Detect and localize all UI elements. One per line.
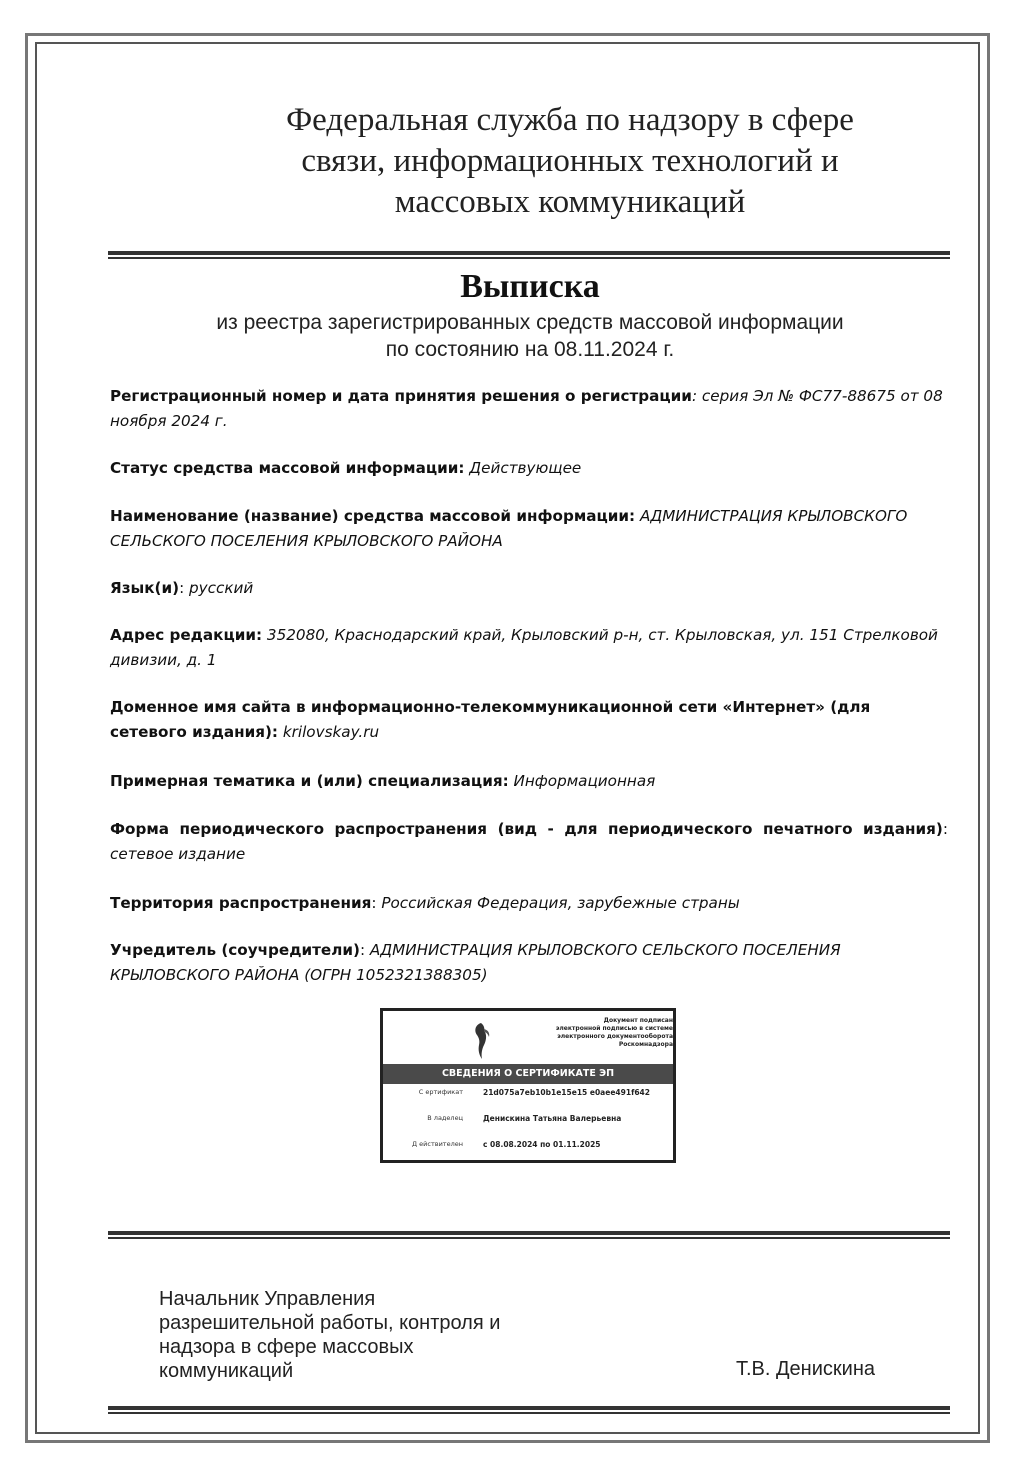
status-label: Статус средства массовой информации: — [110, 459, 465, 477]
signatory-position — [159, 1287, 589, 1383]
language-field — [110, 576, 948, 601]
media-name-field — [110, 504, 948, 554]
domain-field — [110, 695, 948, 745]
validity-row — [383, 1139, 673, 1163]
language-separator: : — [179, 579, 190, 597]
registration-field — [110, 384, 948, 434]
signed-line-2: электронной подписью в системе — [555, 1025, 673, 1032]
authority-line-3: массовых коммуникаций — [394, 184, 746, 220]
registration-label: Регистрационный номер и дата принятия решения о регистрации — [110, 387, 692, 405]
validity-key: Д ействителен — [412, 1140, 463, 1148]
document-title: Выписка — [460, 268, 600, 305]
topic-label: Примерная тематика и (или) специализация: — [110, 772, 509, 790]
e-signature-stamp — [380, 1008, 676, 1163]
position-line-1: Начальник Управления — [159, 1288, 376, 1310]
topic-field — [110, 769, 948, 794]
language-value: русский — [189, 579, 254, 597]
footer-divider — [108, 1406, 950, 1414]
signed-line-1: Документ подписан — [603, 1017, 673, 1024]
position-line-3: надзора в сфере массовых — [159, 1336, 414, 1358]
signed-line-4: Роскомнадзора — [618, 1041, 673, 1048]
status-value: Действующее — [464, 459, 582, 477]
certificate-header: СВЕДЕНИЯ О СЕРТИФИКАТЕ ЭП — [383, 1064, 673, 1084]
subtitle-line-2: по состоянию на 08.11.2024 г. — [385, 338, 675, 361]
distribution-form-value: сетевое издание — [110, 845, 246, 863]
distribution-form-field — [110, 817, 948, 867]
address-value: 352080, Краснодарский край, Крыловский р-н, ст. Крыловская, ул. 151 Стрелковой дивизии, д. 1 — [110, 626, 938, 669]
territory-label: Территория распространения — [110, 894, 372, 912]
media-name-value: АДМИНИСТРАЦИЯ КРЫЛОВСКОГО СЕЛЬСКОГО ПОСЕЛЕНИЯ КРЫЛОВСКОГО РАЙОНА — [110, 507, 908, 550]
signature-top-divider — [108, 1231, 950, 1239]
owner-row — [383, 1113, 673, 1139]
language-label: Язык(и) — [110, 579, 180, 597]
founder-value: АДМИНИСТРАЦИЯ КРЫЛОВСКОГО СЕЛЬСКОГО ПОСЕЛЕНИЯ КРЫЛОВСКОГО РАЙОНА (ОГРН 1052321388305) — [110, 941, 841, 984]
topic-value: Информационная — [508, 772, 656, 790]
certificate-row — [383, 1087, 673, 1113]
domain-value: krilovskay.ru — [278, 723, 380, 741]
signed-line-3: электронного документооборота — [557, 1033, 673, 1040]
founder-field — [110, 938, 948, 988]
distribution-form-separator: : — [942, 820, 948, 838]
territory-field — [110, 891, 948, 916]
founder-label: Учредитель (соучредители) — [110, 941, 360, 959]
address-label: Адрес редакции: — [110, 626, 263, 644]
owner-key: В ладелец — [427, 1114, 463, 1122]
validity-value: с 08.08.2024 по 01.11.2025 — [483, 1140, 601, 1149]
signatory-name: Т.В. Денискина — [736, 1358, 875, 1380]
certificate-details — [383, 1087, 673, 1163]
owner-value: Денискина Татьяна Валерьевна — [483, 1114, 622, 1123]
domain-label: Доменное имя сайта в информационно-телекоммуникационной сети «Интернет» (для сетевого издания): — [110, 698, 871, 741]
position-line-2: разрешительной работы, контроля и — [159, 1312, 501, 1334]
authority-line-2: связи, информационных технологий и — [301, 143, 839, 179]
position-line-4: коммуникаций — [159, 1360, 294, 1382]
status-field — [110, 456, 948, 481]
media-name-label: Наименование (название) средства массовой информации: — [110, 507, 636, 525]
emblem-icon — [471, 1021, 493, 1061]
subtitle-line-1: из реестра зарегистрированных средств массовой информации — [216, 311, 844, 334]
founder-separator: : — [359, 941, 370, 959]
authority-line-1: Федеральная служба по надзору в сфере — [286, 102, 854, 138]
certificate-serial: 21d075a7eb10b1e15e15 e0aee491f642 — [483, 1088, 650, 1097]
signed-notice — [503, 1017, 673, 1049]
address-field — [110, 623, 948, 673]
territory-value: Российская Федерация, зарубежные страны — [381, 894, 740, 912]
territory-separator: : — [371, 894, 382, 912]
distribution-form-label: Форма периодического распространения (вид - для периодического печатного издания) — [110, 820, 943, 838]
header-divider — [108, 251, 950, 259]
issuing-authority — [200, 100, 940, 223]
registration-value: : серия Эл № ФС77-88675 от 08 ноября 2024 г. — [110, 387, 943, 430]
document-subtitle — [150, 309, 910, 363]
certificate-key: С ертификат — [418, 1088, 463, 1096]
